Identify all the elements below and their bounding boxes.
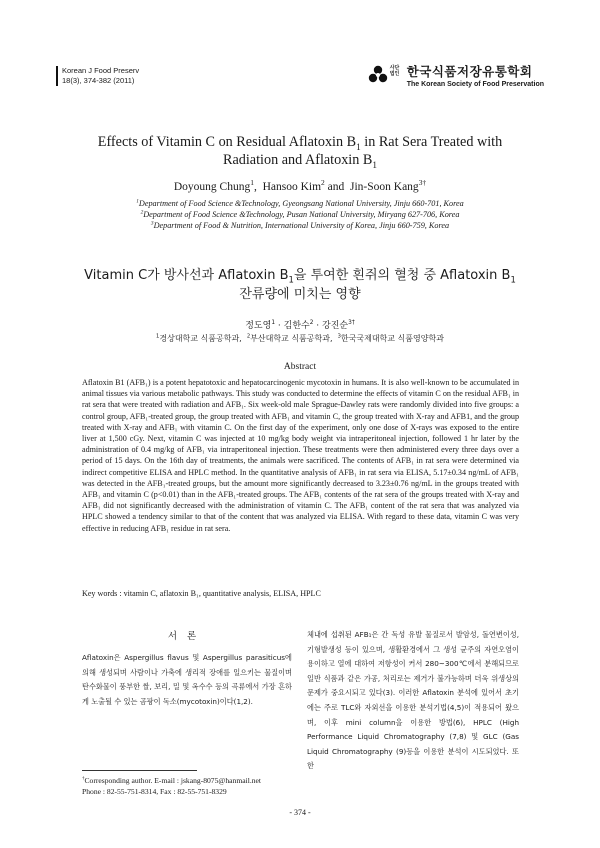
corresponding-author-footnote: †Corresponding author. E-mail : jskang-8075@hanmail.net Phone : 82-55-751-8314, Fax : 82-55-751-8329 xyxy=(82,775,297,797)
journal-volume: 18(3), 374-382 (2011) xyxy=(62,76,135,85)
footnote-divider xyxy=(82,770,197,771)
introduction-paragraph-left: Aflatoxin은 Aspergillus flavus 및 Aspergillus parasiticus에 의해 생성되며 사람이나 가축에 생리적 장애를 일으키는 물질이며 탄수화물이 풍부한 쌀, 보리, 밀 및 옥수수 등의 곡류에서 가장 흔하게 노출될 수 있는 곰팡이 독소(mycotoxin)이다(1,2). xyxy=(82,653,292,706)
society-logo-icon xyxy=(367,63,389,85)
author-name-ko: 정도영 xyxy=(245,321,272,331)
journal-reference xyxy=(56,66,139,86)
footnote-email: Corresponding author. E-mail : jskang-8075@hanmail.net xyxy=(84,776,262,785)
author-name: Doyoung Chung xyxy=(173,181,251,193)
author-name: Jin-Soon Kang xyxy=(350,181,419,193)
footnote-phone: Phone : 82-55-751-8314, Fax : 82-55-751-8329 xyxy=(82,787,227,796)
author-name-ko: 김한수 xyxy=(283,321,310,331)
affiliation-line: $^1$Department of Food Science &Technology, Gyeongsang National University, Jinju 660-701, Korea xyxy=(136,198,464,208)
keywords-label: Key words : xyxy=(82,589,122,598)
introduction-paragraph-right: 체내에 섭취된 AFB₁은 간 독성 유발 물질로서 발암성, 돌연변이성, 기형발생성 등이 있으며, 생활환경에서 그 생성 균주의 자연오염이 용이하고 열에 대하여 저항성이 커서 280~300℃에서 분해되므로 일반 식품과 같은 가공, 처리로는 제거가 불가능하며 더욱 위생상의 문제가 중요시되고 있다(3). 이러한 Aflatoxin 분석에 있어서 초기에는 주로 TLC와 자외선을 이용한 분석기법(4,5)이 적용되어 왔으며, 이후 mini column을 이용한 방법(6), HPLC (High Performance Liquid Chromatography (7,8) 및 GLC (Gas Liquid Chromatography (9)등을 이용한 분석이 시도되었다. 또한 xyxy=(307,630,519,771)
society-masthead xyxy=(389,62,544,88)
author-name: Hansoo Kim xyxy=(262,181,322,193)
korean-authors: 정도영$^1$ · 김한수$^2$ · 강진순$^{3\dagger}$ xyxy=(245,320,355,331)
society-name-english: The Korean Society of Food Preservation xyxy=(406,81,544,88)
left-column xyxy=(82,628,292,709)
korean-affiliations: $^1$경상대학교 식품공학과, $^2$부산대학교 식품공학과, $^3$한국국제대학교 식품영양학과 xyxy=(156,333,444,343)
korean-title: Vitamin C가 방사선과 Aflatoxin $B_1$을 투여한 흰쥐의 혈청 중 Aflatoxin $B_1$ 잔류량에 미치는 영향 xyxy=(84,268,516,302)
society-prefix: 사단법인 xyxy=(389,65,400,77)
keywords xyxy=(82,589,519,598)
section-heading-introduction: 서론 xyxy=(167,631,207,642)
page-header xyxy=(56,62,544,98)
abstract-heading: Abstract xyxy=(283,362,317,372)
keywords-list: vitamin C, aflatoxin B₁, quantitative analysis, ELISA, HPLC xyxy=(123,589,321,598)
english-authors: Doyoung Chung$^1$, Hansoo Kim$^2$ and Jin-Soon Kang$^{3\dagger}$ xyxy=(173,178,427,193)
author-name-ko: 강진순 xyxy=(322,321,349,331)
page-number: - 374 - xyxy=(289,808,311,817)
affiliation-line: $^2$Department of Food Science &Technology, Pusan National University, Miryang 627-706, Korea xyxy=(140,209,460,219)
abstract-body: Aflatoxin B1 (AFB₁) is a potent hepatotoxic and hepatocarcinogenic mycotoxin in humans. It is also well-known to be accumulated in animal tissues via various metabolic pathways. This study was conducted to determine the effects of vitamin C on the residual AFB₁ in rat sera that were treated with radiation and AFB₁. Six week-old male Sprague-Dawley rats were randomly divided into five groups: a control group, AFB₁-treated group, the group treated with AFB₁ and vitamin C, the group treated with X-ray and AFB1, and the group treated with X-ray and AFB₁ with vitamin C. On the first day of the experiment, only one dose of X-rays was exposed to the entire liver at 1,500 cGy. Next, vitamin C was injected at 10 mg/kg body weight via intraperitoneal injection, followed 1 hr later by the administration of 0.4 mg/kg of AFB₁ via intraperitoneal injection. These treatments were then administered every three days over a period of 15 days. On the 16th day of treatments, the animals were sacrificed. The contents of AFB₁ in rat sera were determined via indirect competitive ELISA and HPLC method. In the quantitative analysis of AFB₁ in rat sera via ELISA, 5.17±0.34 ng/mL of AFB₁ was detected in the AFB₁-treated groups, but the amount more significantly decreased to 3.23±0.76 ng/mL in the groups treated with AFB₁ and vitamin C (p<0.01) than in the AFB₁-treated groups. The AFB₁ contents of the rat sera of the groups treated with X-ray and AFB₁ did not significantly decreased with the administration of vitamin C. The AFB₁ content of the rat sera that was analyzed via HPLC showed a tendency similar to that of the content that was analyzed via ELISA. With regard to these data, vitamin C was very effective in reducing AFB₁ residue in rat sera. xyxy=(82,378,519,533)
english-title: Effects of Vitamin C on Residual Aflatoxin $B_1$ in Rat Sera Treated with Radiation and Aflatoxin $B_1$ xyxy=(97,134,503,170)
society-name-korean: 한국식품저장유통학회 xyxy=(406,64,533,79)
english-affiliations xyxy=(60,198,540,231)
affiliation-line: $^3$Department of Food & Nutrition, International University of Korea, Jinju 660-759, Korea xyxy=(150,220,450,230)
journal-name: Korean J Food Preserv xyxy=(62,66,140,75)
